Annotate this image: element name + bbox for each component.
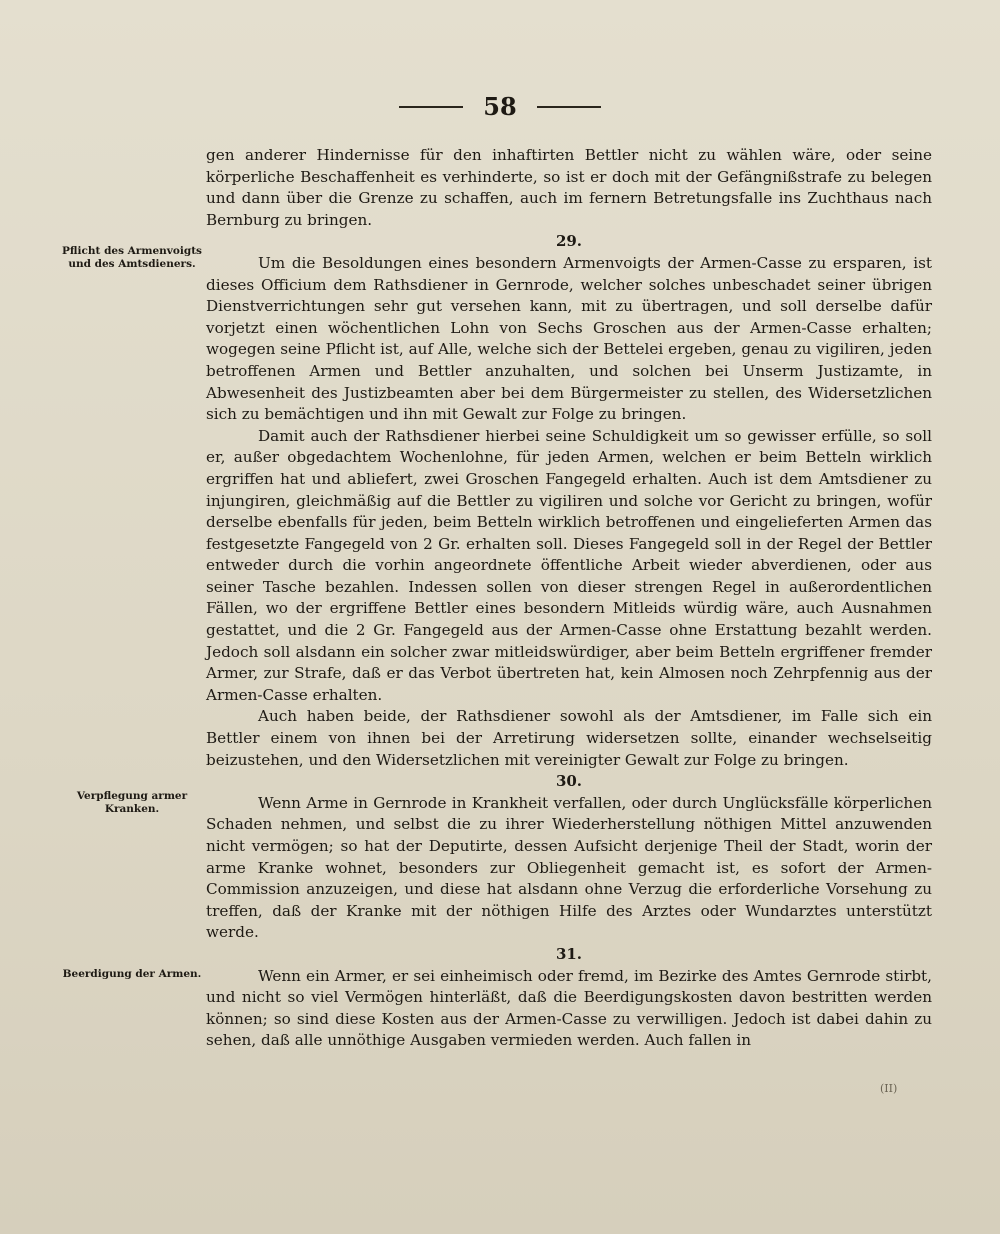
section-number-31: 31. — [555, 944, 583, 963]
main-text — [206, 145, 932, 1052]
page-number: 58 — [483, 92, 517, 121]
margin-note-duty: Pflicht des Armenvoigts und des Amtsdieners. — [62, 245, 202, 270]
section-number-30: 30. — [555, 772, 583, 791]
paragraph-29-b: Damit auch der Rathsdiener hierbei seine Schuldigkeit um so gewisser erfülle, so soll er, außer obgedachtem Wochenlohne, für jeden Armen, welchen er beim Betteln wirklich ergriffen hat und abliefert, zwei Groschen Fangegeld erhalten. Auch ist dem Amtsdiener zu injungiren, gleichmäßig auf die Bettler zu vigiliren und solche vor Gericht zu bringen, wofür derselbe ebenfalls für jeden, beim Betteln wirklich betroffenen und eingelieferten Armen das festgesetzte Fangegeld von 2 Gr. erhalten soll. Dieses Fangegeld soll in der Regel der Bettler entweder durch die vorhin angeordnete öffentliche Arbeit wieder abverdienen, oder aus seiner Tasche bezahlen. Indessen sollen von dieser strengen Regel in außerordentlichen Fällen, wo der ergriffene Bettler eines besondern Mitleids würdig wäre, auch Ausnahmen gestattet, und die 2 Gr. Fangegeld aus der Armen-Casse ohne Erstattung bezahlt werden. Jedoch soll alsdann ein solcher zwar mitleidswürdiger, aber beim Betteln ergriffener fremder Armer, zur Strafe, daß er das Verbot übertreten hat, kein Almosen noch Zehrpfennig aus der Armen-Casse erhalten. — [206, 426, 932, 704]
page-header — [0, 92, 1000, 121]
paragraph-29-a: Um die Besoldungen eines besondern Armenvoigts der Armen-Casse zu ersparen, ist dieses Officium dem Rathsdiener in Gernrode, welcher solches unbeschadet seiner übrigen Dienstverrichtungen sehr gut versehen kann, mit zu übertragen, und soll derselbe dafür vorjetzt einen wöchentlichen Lohn von Sechs Groschen aus der Armen-Casse erhalten; wogegen seine Pflicht ist, auf Alle, welche sich der Bettelei ergeben, genau zu vigiliren, jeden betroffenen Armen und Bettler anzuhalten, und solchen bei Unserm Justizamte, in Abwesenheit des Justizbeamten aber bei dem Bürgermeister zu stellen, des Widersetzlichen sich zu bemächtigen und ihn mit Gewalt zur Folge zu bringen. — [206, 253, 932, 424]
paragraph-29-c: Auch haben beide, der Rathsdiener sowohl als der Amtsdiener, im Falle sich ein Bettler einem von ihnen bei der Arretirung widersetzen sollte, einander wechselseitig beizustehen, und den Widersetzlichen mit vereinigter Gewalt zur Folge zu bringen. — [206, 707, 932, 769]
paragraph-31: Wenn ein Armer, er sei einheimisch oder fremd, im Bezirke des Amtes Gernrode stirbt, und nicht so viel Vermögen hinterläßt, daß die Beerdigungskosten davon bestritten werden können; so sind diese Kosten aus der Armen-Casse zu verwilligen. Jedoch ist dabei dahin zu sehen, daß alle unnöthige Ausgaben vermieden werden. Auch fallen in — [206, 966, 932, 1050]
margin-note-burial: Beerdigung der Armen. — [62, 968, 202, 980]
margin-note-sick-care: Verpflegung armer Kranken. — [76, 790, 188, 815]
signature-mark: (II) — [880, 1082, 898, 1095]
header-rule-right — [537, 106, 601, 108]
paragraph-30: Wenn Arme in Gernrode in Krankheit verfallen, oder durch Unglücksfälle körperlichen Schaden nehmen, und selbst die zu ihrer Wiederherstellung nöthigen Mittel anzuwenden nicht vermögen; so hat der Deputirte, dessen Aufsicht derjenige Theil der Stadt, worin der arme Kranke wohnet, besonders zur Obliegenheit gemacht ist, es sofort der Armen-Commission anzuzeigen, und diese hat alsdann ohne Verzug die erforderliche Vorsehung zu treffen, daß der Kranke mit der nöthigen Hilfe des Arztes oder Wundarztes unterstützt werde. — [206, 793, 932, 942]
header-rule-left — [399, 106, 463, 108]
paragraph-continuation: gen anderer Hindernisse für den inhaftirten Bettler nicht zu wählen wäre, oder seine körperliche Beschaffenheit es verhinderte, so ist er doch mit der Gefängnißstrafe zu belegen und dann über die Grenze zu schaffen, auch im fernern Betretungsfalle ins Zuchthaus nach Bernburg zu bringen. — [206, 146, 932, 229]
section-number-29: 29. — [555, 232, 583, 251]
